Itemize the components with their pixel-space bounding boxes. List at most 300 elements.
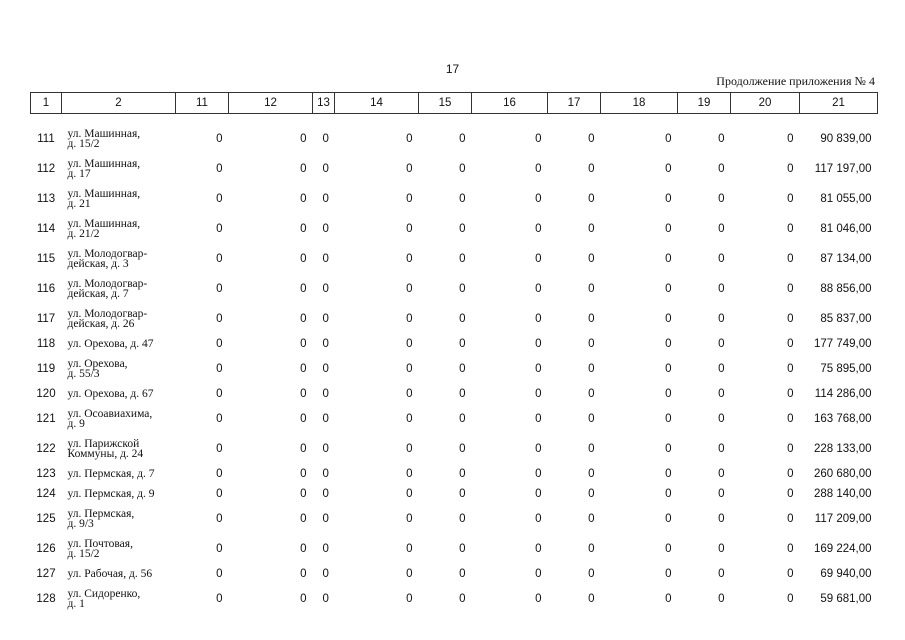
value-cell-12: 0 <box>300 468 307 480</box>
value-cell-17: 0 <box>588 223 595 235</box>
address-line: ул. Машинная, <box>67 218 141 230</box>
column-header-16: 16 <box>472 93 548 114</box>
value-cell-21: 114 286,00 <box>814 388 872 400</box>
address-cell <box>62 184 176 214</box>
address-line: Коммуны, д. 24 <box>67 448 144 460</box>
address-line: ул. Молодогвар- <box>67 308 148 320</box>
value-cell-11: 0 <box>216 468 223 480</box>
value-cell-17: 0 <box>588 313 595 325</box>
value-cell-13: 0 <box>322 363 329 375</box>
table-row <box>31 274 878 304</box>
value-cell-21: 85 837,00 <box>820 313 872 325</box>
value-cell-21: 177 749,00 <box>813 338 872 350</box>
value-cell-14: 0 <box>406 568 413 580</box>
value-cell-17: 0 <box>588 443 595 455</box>
value-cell-15: 0 <box>459 468 466 480</box>
value-cell-21: 288 140,00 <box>813 488 872 500</box>
address-line: ул. Пермская, <box>67 508 135 520</box>
address-line: дейская, д. 3 <box>67 258 129 270</box>
value-cell-19: 0 <box>718 253 725 265</box>
value-cell-19: 0 <box>718 313 725 325</box>
value-cell-20: 0 <box>787 253 794 265</box>
address-line: д. 15/2 <box>67 548 100 560</box>
value-cell-13: 0 <box>322 413 329 425</box>
value-cell-17: 0 <box>588 253 595 265</box>
value-cell-16: 0 <box>535 283 542 295</box>
value-cell-12: 0 <box>300 133 307 145</box>
value-cell-12: 0 <box>300 363 307 375</box>
value-cell-15: 0 <box>459 313 466 325</box>
value-cell-12: 0 <box>300 488 307 500</box>
address-line: ул. Орехова, д. 67 <box>67 388 154 400</box>
value-cell-17: 0 <box>588 163 595 175</box>
address-line: ул. Пермская, д. 9 <box>67 488 155 500</box>
address-line: ул. Рабочая, д. 56 <box>67 568 153 580</box>
address-cell <box>62 534 176 564</box>
value-cell-16: 0 <box>535 363 542 375</box>
value-cell-18: 0 <box>665 468 672 480</box>
value-cell-21: 163 768,00 <box>813 413 872 425</box>
row-number: 126 <box>36 543 56 555</box>
value-cell-16: 0 <box>535 443 542 455</box>
value-cell-13: 0 <box>322 468 329 480</box>
row-number: 117 <box>36 313 56 325</box>
value-cell-19: 0 <box>718 568 725 580</box>
address-cell <box>62 214 176 244</box>
value-cell-13: 0 <box>322 338 329 350</box>
address-cell <box>62 434 176 464</box>
value-cell-18: 0 <box>665 513 672 525</box>
value-cell-18: 0 <box>665 413 672 425</box>
value-cell-11: 0 <box>216 163 223 175</box>
address-line: ул. Орехова, <box>67 358 128 370</box>
address-cell <box>62 124 176 154</box>
address-line: д. 55/3 <box>67 368 100 380</box>
row-number: 119 <box>36 363 56 375</box>
value-cell-12: 0 <box>300 568 307 580</box>
value-cell-20: 0 <box>787 468 794 480</box>
value-cell-14: 0 <box>406 513 413 525</box>
address-cell <box>62 404 176 434</box>
address-cell <box>62 334 176 354</box>
value-cell-20: 0 <box>787 568 794 580</box>
value-cell-13: 0 <box>322 283 329 295</box>
value-cell-21: 75 895,00 <box>820 363 872 375</box>
value-cell-14: 0 <box>406 133 413 145</box>
value-cell-14: 0 <box>406 468 413 480</box>
value-cell-12: 0 <box>300 513 307 525</box>
value-cell-13: 0 <box>322 543 329 555</box>
value-cell-19: 0 <box>718 513 725 525</box>
value-cell-21: 117 209,00 <box>814 513 872 525</box>
value-cell-11: 0 <box>216 363 223 375</box>
value-cell-16: 0 <box>535 313 542 325</box>
value-cell-11: 0 <box>216 413 223 425</box>
table-row <box>31 244 878 274</box>
column-header-1: 1 <box>31 93 62 114</box>
value-cell-18: 0 <box>665 593 672 605</box>
address-cell <box>62 564 176 584</box>
value-cell-20: 0 <box>787 338 794 350</box>
address-line: ул. Осоавиахима, <box>67 408 153 420</box>
row-number: 115 <box>36 253 56 265</box>
value-cell-17: 0 <box>588 413 595 425</box>
value-cell-18: 0 <box>665 313 672 325</box>
row-number: 118 <box>36 338 56 350</box>
value-cell-20: 0 <box>787 388 794 400</box>
value-cell-12: 0 <box>300 193 307 205</box>
value-cell-21: 81 046,00 <box>820 223 872 235</box>
value-cell-20: 0 <box>787 163 794 175</box>
address-cell <box>62 384 176 404</box>
table-row <box>31 154 878 184</box>
value-cell-20: 0 <box>787 223 794 235</box>
address-cell <box>62 154 176 184</box>
address-line: ул. Машинная, <box>67 188 141 200</box>
value-cell-14: 0 <box>406 443 413 455</box>
address-line: ул. Сидоренко, <box>67 588 141 600</box>
table-body <box>31 114 878 615</box>
value-cell-16: 0 <box>535 468 542 480</box>
value-cell-20: 0 <box>787 488 794 500</box>
value-cell-17: 0 <box>588 488 595 500</box>
value-cell-18: 0 <box>665 283 672 295</box>
value-cell-13: 0 <box>322 223 329 235</box>
value-cell-11: 0 <box>216 313 223 325</box>
value-cell-17: 0 <box>588 593 595 605</box>
value-cell-13: 0 <box>322 488 329 500</box>
table-row <box>31 534 878 564</box>
value-cell-11: 0 <box>216 283 223 295</box>
value-cell-15: 0 <box>459 488 466 500</box>
value-cell-19: 0 <box>718 543 725 555</box>
value-cell-18: 0 <box>665 363 672 375</box>
row-number: 120 <box>36 388 56 400</box>
value-cell-13: 0 <box>322 568 329 580</box>
value-cell-17: 0 <box>588 543 595 555</box>
value-cell-12: 0 <box>300 388 307 400</box>
value-cell-18: 0 <box>665 163 672 175</box>
value-cell-18: 0 <box>665 443 672 455</box>
value-cell-16: 0 <box>535 133 542 145</box>
value-cell-19: 0 <box>718 363 725 375</box>
page-number: 17 <box>445 62 460 76</box>
value-cell-17: 0 <box>588 568 595 580</box>
value-cell-19: 0 <box>718 223 725 235</box>
value-cell-19: 0 <box>718 443 725 455</box>
column-header-12: 12 <box>229 93 313 114</box>
value-cell-15: 0 <box>459 543 466 555</box>
row-number: 112 <box>36 163 56 175</box>
column-header-18: 18 <box>601 93 678 114</box>
value-cell-18: 0 <box>665 133 672 145</box>
value-cell-14: 0 <box>406 388 413 400</box>
row-number: 113 <box>36 193 56 205</box>
value-cell-21: 81 055,00 <box>820 193 872 205</box>
value-cell-14: 0 <box>406 253 413 265</box>
value-cell-16: 0 <box>535 193 542 205</box>
value-cell-15: 0 <box>459 253 466 265</box>
value-cell-17: 0 <box>588 283 595 295</box>
table-row <box>31 184 878 214</box>
value-cell-17: 0 <box>588 193 595 205</box>
value-cell-16: 0 <box>535 543 542 555</box>
value-cell-19: 0 <box>718 468 725 480</box>
value-cell-17: 0 <box>588 338 595 350</box>
column-header-20: 20 <box>731 93 800 114</box>
column-header-17: 17 <box>548 93 601 114</box>
value-cell-17: 0 <box>588 513 595 525</box>
address-line: д. 21 <box>67 198 91 210</box>
table-row <box>31 214 878 244</box>
value-cell-11: 0 <box>216 513 223 525</box>
value-cell-20: 0 <box>787 363 794 375</box>
value-cell-15: 0 <box>459 513 466 525</box>
value-cell-12: 0 <box>300 253 307 265</box>
value-cell-11: 0 <box>216 193 223 205</box>
value-cell-20: 0 <box>787 283 794 295</box>
data-table <box>30 92 878 614</box>
address-cell <box>62 584 176 614</box>
value-cell-13: 0 <box>322 513 329 525</box>
value-cell-14: 0 <box>406 193 413 205</box>
value-cell-16: 0 <box>535 253 542 265</box>
value-cell-14: 0 <box>406 413 413 425</box>
column-header-15: 15 <box>419 93 472 114</box>
value-cell-19: 0 <box>718 413 725 425</box>
value-cell-18: 0 <box>665 338 672 350</box>
address-line: дейская, д. 26 <box>67 318 135 330</box>
address-line: ул. Пермская, д. 7 <box>67 468 155 480</box>
value-cell-11: 0 <box>216 338 223 350</box>
value-cell-21: 88 856,00 <box>820 283 872 295</box>
value-cell-18: 0 <box>665 193 672 205</box>
table-row <box>31 464 878 484</box>
value-cell-21: 59 681,00 <box>820 593 872 605</box>
value-cell-16: 0 <box>535 413 542 425</box>
value-cell-15: 0 <box>459 193 466 205</box>
value-cell-19: 0 <box>718 193 725 205</box>
value-cell-12: 0 <box>300 593 307 605</box>
value-cell-14: 0 <box>406 223 413 235</box>
value-cell-11: 0 <box>216 488 223 500</box>
value-cell-19: 0 <box>718 133 725 145</box>
value-cell-21: 69 940,00 <box>820 568 872 580</box>
value-cell-16: 0 <box>535 388 542 400</box>
value-cell-11: 0 <box>216 593 223 605</box>
value-cell-20: 0 <box>787 443 794 455</box>
value-cell-11: 0 <box>216 568 223 580</box>
address-line: д. 21/2 <box>67 228 100 240</box>
value-cell-18: 0 <box>665 223 672 235</box>
row-number: 121 <box>36 413 56 425</box>
value-cell-14: 0 <box>406 488 413 500</box>
value-cell-20: 0 <box>787 313 794 325</box>
value-cell-12: 0 <box>300 543 307 555</box>
row-number: 114 <box>36 223 56 235</box>
value-cell-20: 0 <box>787 193 794 205</box>
value-cell-16: 0 <box>535 513 542 525</box>
address-cell <box>62 304 176 334</box>
value-cell-16: 0 <box>535 163 542 175</box>
address-line: д. 1 <box>67 598 85 610</box>
row-number: 116 <box>36 283 56 295</box>
value-cell-20: 0 <box>787 543 794 555</box>
value-cell-19: 0 <box>718 388 725 400</box>
value-cell-16: 0 <box>535 223 542 235</box>
row-number: 124 <box>36 488 56 500</box>
value-cell-19: 0 <box>718 283 725 295</box>
value-cell-13: 0 <box>322 313 329 325</box>
address-cell <box>62 464 176 484</box>
address-line: ул. Орехова, д. 47 <box>67 338 154 350</box>
column-header-19: 19 <box>678 93 731 114</box>
value-cell-12: 0 <box>300 163 307 175</box>
address-cell <box>62 354 176 384</box>
value-cell-15: 0 <box>459 223 466 235</box>
value-cell-17: 0 <box>588 133 595 145</box>
table-header <box>31 93 878 114</box>
value-cell-12: 0 <box>300 223 307 235</box>
address-cell <box>62 504 176 534</box>
value-cell-11: 0 <box>216 543 223 555</box>
value-cell-13: 0 <box>322 163 329 175</box>
address-line: ул. Молодогвар- <box>67 278 148 290</box>
value-cell-12: 0 <box>300 443 307 455</box>
value-cell-15: 0 <box>459 443 466 455</box>
table-row <box>31 304 878 334</box>
value-cell-16: 0 <box>535 593 542 605</box>
column-header-13: 13 <box>313 93 335 114</box>
value-cell-17: 0 <box>588 468 595 480</box>
value-cell-21: 260 680,00 <box>813 468 872 480</box>
address-cell <box>62 484 176 504</box>
value-cell-11: 0 <box>216 253 223 265</box>
row-number: 128 <box>36 593 56 605</box>
value-cell-16: 0 <box>535 338 542 350</box>
value-cell-14: 0 <box>406 163 413 175</box>
address-line: д. 9/3 <box>67 518 94 530</box>
value-cell-13: 0 <box>322 593 329 605</box>
value-cell-14: 0 <box>406 543 413 555</box>
value-cell-15: 0 <box>459 413 466 425</box>
address-cell <box>62 244 176 274</box>
value-cell-21: 90 839,00 <box>820 133 872 145</box>
value-cell-14: 0 <box>406 593 413 605</box>
value-cell-19: 0 <box>718 338 725 350</box>
value-cell-18: 0 <box>665 253 672 265</box>
value-cell-19: 0 <box>718 593 725 605</box>
value-cell-14: 0 <box>406 283 413 295</box>
table-row <box>31 334 878 354</box>
value-cell-17: 0 <box>588 388 595 400</box>
value-cell-11: 0 <box>216 443 223 455</box>
value-cell-11: 0 <box>216 133 223 145</box>
value-cell-13: 0 <box>322 133 329 145</box>
value-cell-21: 169 224,00 <box>813 543 872 555</box>
value-cell-13: 0 <box>322 443 329 455</box>
value-cell-13: 0 <box>322 193 329 205</box>
column-header-2: 2 <box>62 93 176 114</box>
value-cell-12: 0 <box>300 338 307 350</box>
value-cell-18: 0 <box>665 488 672 500</box>
value-cell-14: 0 <box>406 363 413 375</box>
value-cell-13: 0 <box>322 253 329 265</box>
value-cell-15: 0 <box>459 568 466 580</box>
row-number: 125 <box>36 513 56 525</box>
value-cell-20: 0 <box>787 133 794 145</box>
value-cell-15: 0 <box>459 283 466 295</box>
table-row <box>31 564 878 584</box>
address-line: д. 15/2 <box>67 138 100 150</box>
value-cell-21: 87 134,00 <box>820 253 872 265</box>
column-header-14: 14 <box>335 93 419 114</box>
header-spacer <box>31 114 878 125</box>
value-cell-18: 0 <box>665 568 672 580</box>
address-line: ул. Парижской <box>67 438 140 450</box>
table-row <box>31 584 878 614</box>
value-cell-12: 0 <box>300 313 307 325</box>
value-cell-12: 0 <box>300 413 307 425</box>
table-row <box>31 484 878 504</box>
address-cell <box>62 274 176 304</box>
column-header-11: 11 <box>176 93 229 114</box>
value-cell-15: 0 <box>459 363 466 375</box>
value-cell-11: 0 <box>216 388 223 400</box>
value-cell-14: 0 <box>406 313 413 325</box>
value-cell-21: 117 197,00 <box>814 163 872 175</box>
value-cell-11: 0 <box>216 223 223 235</box>
value-cell-18: 0 <box>665 388 672 400</box>
address-line: ул. Машинная, <box>67 128 141 140</box>
address-line: д. 17 <box>67 168 91 180</box>
value-cell-15: 0 <box>459 388 466 400</box>
row-number: 127 <box>36 568 56 580</box>
address-line: ул. Почтовая, <box>67 538 133 550</box>
address-line: дейская, д. 7 <box>67 288 129 300</box>
value-cell-19: 0 <box>718 488 725 500</box>
table-row <box>31 124 878 154</box>
table-row <box>31 354 878 384</box>
row-number: 122 <box>36 443 56 455</box>
address-line: ул. Машинная, <box>67 158 141 170</box>
value-cell-21: 228 133,00 <box>813 443 872 455</box>
value-cell-15: 0 <box>459 163 466 175</box>
table-row <box>31 504 878 534</box>
address-line: ул. Молодогвар- <box>67 248 148 260</box>
address-line: д. 9 <box>67 418 85 430</box>
appendix-continuation-title: Продолжение приложения № 4 <box>716 74 875 88</box>
row-number: 111 <box>37 133 55 145</box>
value-cell-17: 0 <box>588 363 595 375</box>
table-row <box>31 404 878 434</box>
column-header-21: 21 <box>800 93 878 114</box>
value-cell-20: 0 <box>787 593 794 605</box>
table-row <box>31 384 878 404</box>
value-cell-13: 0 <box>322 388 329 400</box>
value-cell-14: 0 <box>406 338 413 350</box>
value-cell-15: 0 <box>459 133 466 145</box>
value-cell-15: 0 <box>459 593 466 605</box>
row-number: 123 <box>36 468 56 480</box>
value-cell-12: 0 <box>300 283 307 295</box>
value-cell-19: 0 <box>718 163 725 175</box>
value-cell-16: 0 <box>535 488 542 500</box>
value-cell-16: 0 <box>535 568 542 580</box>
value-cell-20: 0 <box>787 413 794 425</box>
value-cell-20: 0 <box>787 513 794 525</box>
value-cell-15: 0 <box>459 338 466 350</box>
